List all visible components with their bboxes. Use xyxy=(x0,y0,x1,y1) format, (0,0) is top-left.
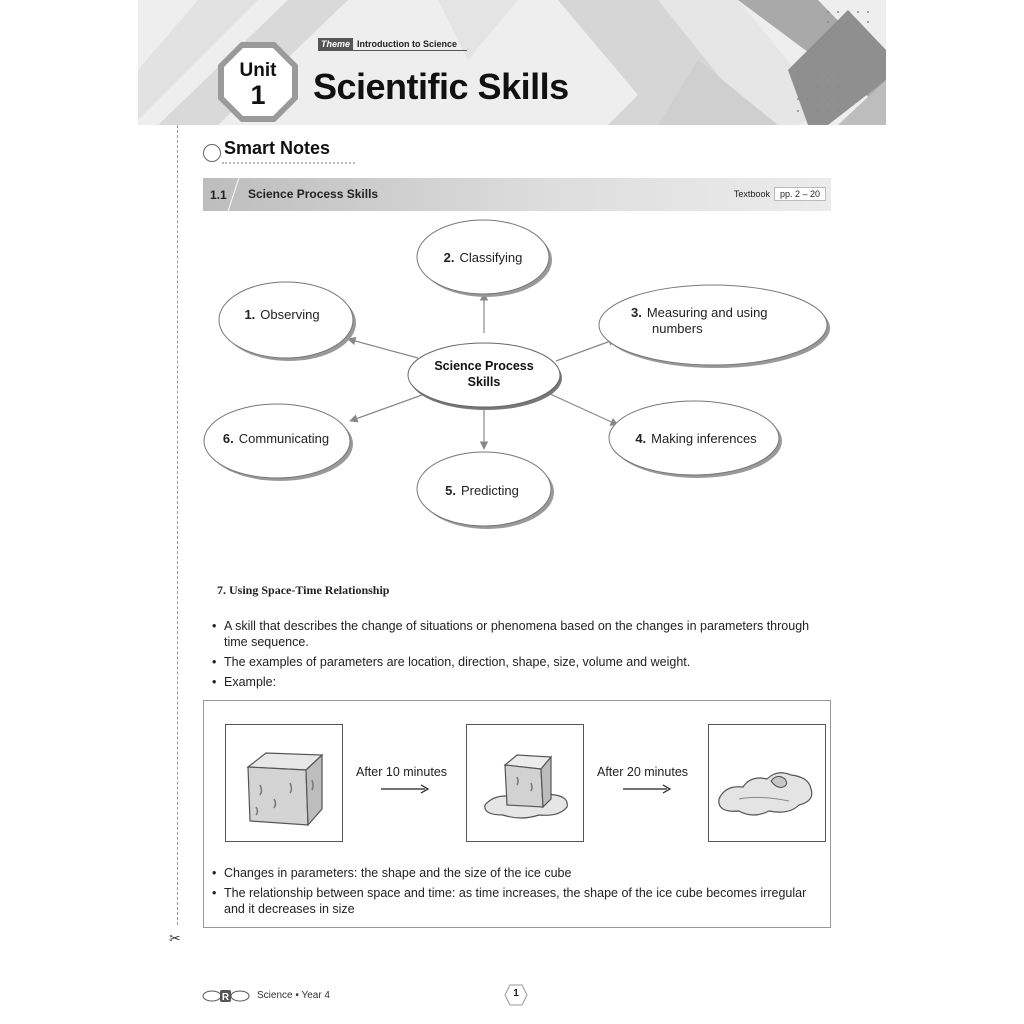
bullet-text: The relationship between space and time: as time increases, the shape of the ice cube becomes irregular and it decreases in size xyxy=(224,886,807,916)
unit-badge xyxy=(216,40,300,124)
page-number: 1 xyxy=(513,988,519,999)
smart-notes-underline xyxy=(222,162,355,164)
node-num: 5. xyxy=(445,483,457,498)
image-frame-ice-cube xyxy=(225,724,343,842)
bullet-icon: • xyxy=(212,619,217,633)
node-measuring-text-1 xyxy=(631,305,768,320)
smart-notes-title: Smart Notes xyxy=(224,138,331,158)
melting-ice-cube-icon xyxy=(467,725,585,843)
list-item xyxy=(212,654,832,670)
bullet-icon: • xyxy=(212,886,217,900)
node-label: Communicating xyxy=(238,431,330,446)
skill7-heading xyxy=(217,583,389,598)
theme-text: Introduction to Science xyxy=(357,38,458,49)
arrow-to-communicating xyxy=(350,395,422,421)
bullet-icon: • xyxy=(212,866,217,880)
list-item xyxy=(212,865,824,881)
ice-cube-icon xyxy=(226,725,344,843)
right-arrow-icon xyxy=(623,784,671,794)
skill7-title: Using Space-Time Relationship xyxy=(229,583,390,597)
node-label: Classifying xyxy=(459,250,523,265)
sasbadi-logo-icon xyxy=(202,989,250,1003)
node-inferences-text xyxy=(635,431,757,446)
unit-number: 1 xyxy=(250,80,266,110)
header-banner xyxy=(138,0,886,125)
node-label: Observing xyxy=(260,307,320,322)
node-label: Predicting xyxy=(461,483,519,498)
textbook-reference xyxy=(734,187,826,201)
skill7-number: 7. xyxy=(217,583,226,597)
page-number-badge xyxy=(504,984,528,1006)
smart-notes-heading xyxy=(203,138,330,159)
list-item xyxy=(212,885,824,917)
svg-text:R: R xyxy=(221,992,230,1003)
example-box xyxy=(203,700,831,928)
node-measuring xyxy=(599,285,827,365)
bullet-icon: • xyxy=(212,675,217,689)
node-label: Making inferences xyxy=(651,431,757,446)
mind-map xyxy=(200,215,840,535)
node-num: 3. xyxy=(631,305,642,320)
node-num: 6. xyxy=(222,431,234,446)
node-measuring-text-2: numbers xyxy=(652,321,703,336)
center-line-1: Science Process xyxy=(434,359,534,373)
bullet-text: Changes in parameters: the shape and the size of the ice cube xyxy=(224,866,572,880)
section-title: Science Process Skills xyxy=(248,187,379,201)
list-item xyxy=(212,618,832,650)
arrow-to-observing xyxy=(348,339,418,358)
textbook-label: Textbook xyxy=(733,189,770,199)
center-line-2: Skills xyxy=(467,375,501,389)
magnifier-icon xyxy=(203,144,221,162)
node-label: Measuring and using xyxy=(646,305,768,320)
list-item xyxy=(212,674,832,690)
section-divider xyxy=(228,178,240,211)
node-num: 2. xyxy=(443,250,455,265)
bullet-text: Example: xyxy=(224,675,277,689)
theme-tag xyxy=(318,37,467,51)
footer-text: Science • Year 4 xyxy=(257,990,330,1001)
cut-line xyxy=(177,125,178,925)
unit-word: Unit xyxy=(239,60,277,81)
scissors-icon: ✂ xyxy=(169,930,181,946)
section-number: 1.1 xyxy=(210,188,227,202)
section-bar xyxy=(203,178,831,211)
textbook-pages: pp. 2 – 20 xyxy=(774,187,826,201)
arrow1-label: After 10 minutes xyxy=(356,765,448,779)
unit-title: Scientific Skills xyxy=(313,66,569,107)
node-num: 4. xyxy=(635,431,647,446)
theme-label: Theme xyxy=(318,38,353,50)
node-communicating-text xyxy=(223,431,329,446)
image-frame-melting xyxy=(466,724,584,842)
melted-water-puddle-icon xyxy=(709,725,827,843)
arrow-to-measuring xyxy=(556,339,616,361)
arrow2-label: After 20 minutes xyxy=(597,765,689,779)
image-frame-puddle xyxy=(708,724,826,842)
bullet-text: A skill that describes the change of situations or phenomena based on the changes in parameters through time sequence. xyxy=(224,619,810,649)
node-num: 1. xyxy=(244,307,256,322)
bullet-text: The examples of parameters are location, direction, shape, size, volume and weight. xyxy=(224,655,691,669)
arrow-to-inferences xyxy=(548,393,618,425)
right-arrow-icon xyxy=(381,784,429,794)
bullet-icon: • xyxy=(212,655,217,669)
